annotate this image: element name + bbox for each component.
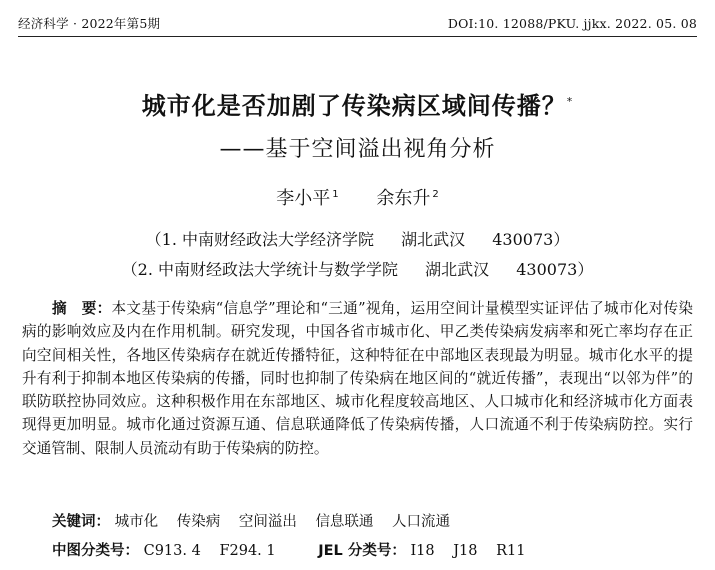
- header-rule: [18, 36, 697, 37]
- doi: DOI:10. 12088/PKU. jjkx. 2022. 05. 08: [447, 15, 697, 31]
- clc-code: C913. 4: [143, 543, 201, 559]
- clc-code: F294. 1: [219, 543, 276, 559]
- keyword: 信息联通: [315, 514, 374, 530]
- author-list: [0, 184, 715, 210]
- author-name: 李小平: [276, 188, 331, 209]
- abstract: [22, 297, 693, 460]
- jel-code: R11: [496, 543, 526, 559]
- affil-index: （1.: [145, 230, 177, 249]
- affiliation-2: [0, 257, 715, 280]
- classification-codes: [52, 539, 539, 560]
- journal-issue: 经济科学 · 2022年第5期: [18, 16, 161, 31]
- author-affil-mark: 2: [432, 189, 439, 200]
- keyword: 城市化: [114, 514, 159, 530]
- keyword: 空间溢出: [238, 514, 297, 530]
- jel-code: J18: [453, 543, 478, 559]
- author-name: 余东升: [376, 188, 431, 209]
- affiliation-1: [0, 227, 715, 250]
- keywords: [52, 510, 464, 531]
- abstract-label: 摘 要：: [52, 300, 112, 317]
- paper-subtitle: ——基于空间溢出视角分析: [219, 137, 496, 162]
- keyword: 传染病: [176, 514, 221, 530]
- affil-zip: 430073）: [492, 230, 570, 249]
- affil-index: （2.: [121, 260, 153, 279]
- author: [276, 184, 338, 210]
- abstract-text: 本文基于传染病“信息学”理论和“三通”视角，运用空间计量模型实证评估了城市化对传染病的影响效应及内在作用机制。研究发现，中国各省市城市化、甲乙类传染病发病率和死亡率均存在正向空间相关性，各地区传染病存在就近传播特征，这种特征在中部地区表现最为明显。城市化水平的提升有利于抑制本地区传染病的传播，同时也抑制了传染病在地区间的“就近传播”，表现出“以邻为伴”的联防联控协同效应。这种积极作用在东部地区、城市化程度较高地区、人口城市化和经济城市化方面表现得更加明显。城市化通过资源互通、信息联通降低了传染病传播，人口流通不利于传染病防控。实行交通管制、限制人员流动有助于传染病的防控。: [22, 300, 693, 457]
- affil-zip: 430073）: [516, 260, 594, 279]
- jel-code: I18: [410, 543, 435, 559]
- author: [376, 184, 438, 210]
- jel-label: JEL 分类号：: [318, 543, 406, 559]
- keyword: 人口流通: [392, 514, 451, 530]
- title-footnote-mark: *: [566, 95, 574, 108]
- running-header: [18, 14, 697, 32]
- affil-place: 湖北武汉: [425, 260, 490, 279]
- affil-org: 中南财经政法大学经济学院: [182, 230, 375, 249]
- affil-place: 湖北武汉: [401, 230, 466, 249]
- paper-title: [0, 86, 715, 121]
- clc-label: 中图分类号：: [52, 543, 139, 559]
- title-text: 城市化是否加剧了传染病区域间传播？: [141, 92, 567, 120]
- keywords-label: 关键词：: [52, 514, 110, 530]
- affil-org: 中南财经政法大学统计与数学学院: [158, 260, 399, 279]
- author-affil-mark: 1: [332, 189, 339, 200]
